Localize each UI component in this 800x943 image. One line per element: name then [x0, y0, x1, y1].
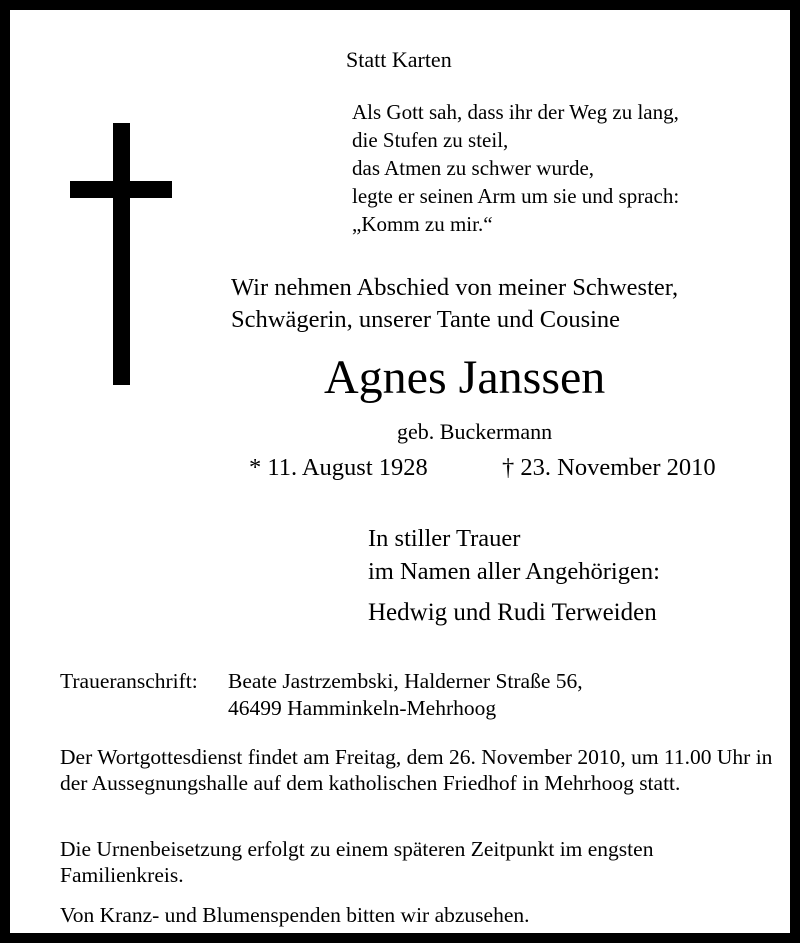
mourning-line: im Namen aller Angehörigen: [368, 558, 660, 585]
death-date: † 23. November 2010 [502, 454, 716, 481]
urn-info: Die Urnenbeisetzung erfolgt zu einem späteren Zeitpunkt im engsten Familienkreis. [60, 837, 654, 887]
maiden-name: geb. Buckermann [397, 419, 553, 444]
address-line: 46499 Hamminkeln-Mehrhoog [228, 696, 497, 720]
farewell-line: Schwägerin, unserer Tante und Cousine [231, 306, 621, 333]
flowers-note: Von Kranz- und Blumenspenden bitten wir abzusehen. [60, 903, 530, 927]
cross-icon [70, 123, 172, 385]
poem-line: legte er seinen Arm um sie und sprach: [352, 184, 680, 208]
poem-line: „Komm zu mir.“ [352, 212, 493, 236]
farewell-line: Wir nehmen Abschied von meiner Schwester, [231, 274, 679, 301]
mourning-text [368, 522, 660, 588]
farewell-text [231, 272, 678, 336]
poem [352, 98, 679, 238]
address-label: Traueranschrift: [60, 669, 198, 693]
poem-line: das Atmen zu schwer wurde, [352, 156, 595, 180]
service-info: Der Wortgottesdienst findet am Freitag, dem 26. November 2010, um 11.00 Uhr in der Aussegnungshalle auf dem katholischen Friedhof in Mehrhoog statt. [60, 745, 773, 795]
poem-line: Als Gott sah, dass ihr der Weg zu lang, [352, 100, 679, 124]
deceased-name: Agnes Janssen [324, 351, 606, 404]
intro-text: Statt Karten [346, 47, 452, 72]
poem-line: die Stufen zu steil, [352, 128, 509, 152]
mourning-line: In stiller Trauer [368, 525, 521, 552]
mourners-names: Hedwig und Rudi Terweiden [368, 599, 657, 626]
address-line: Beate Jastrzembski, Halderner Straße 56, [228, 669, 583, 693]
birth-date: * 11. August 1928 [249, 454, 428, 481]
